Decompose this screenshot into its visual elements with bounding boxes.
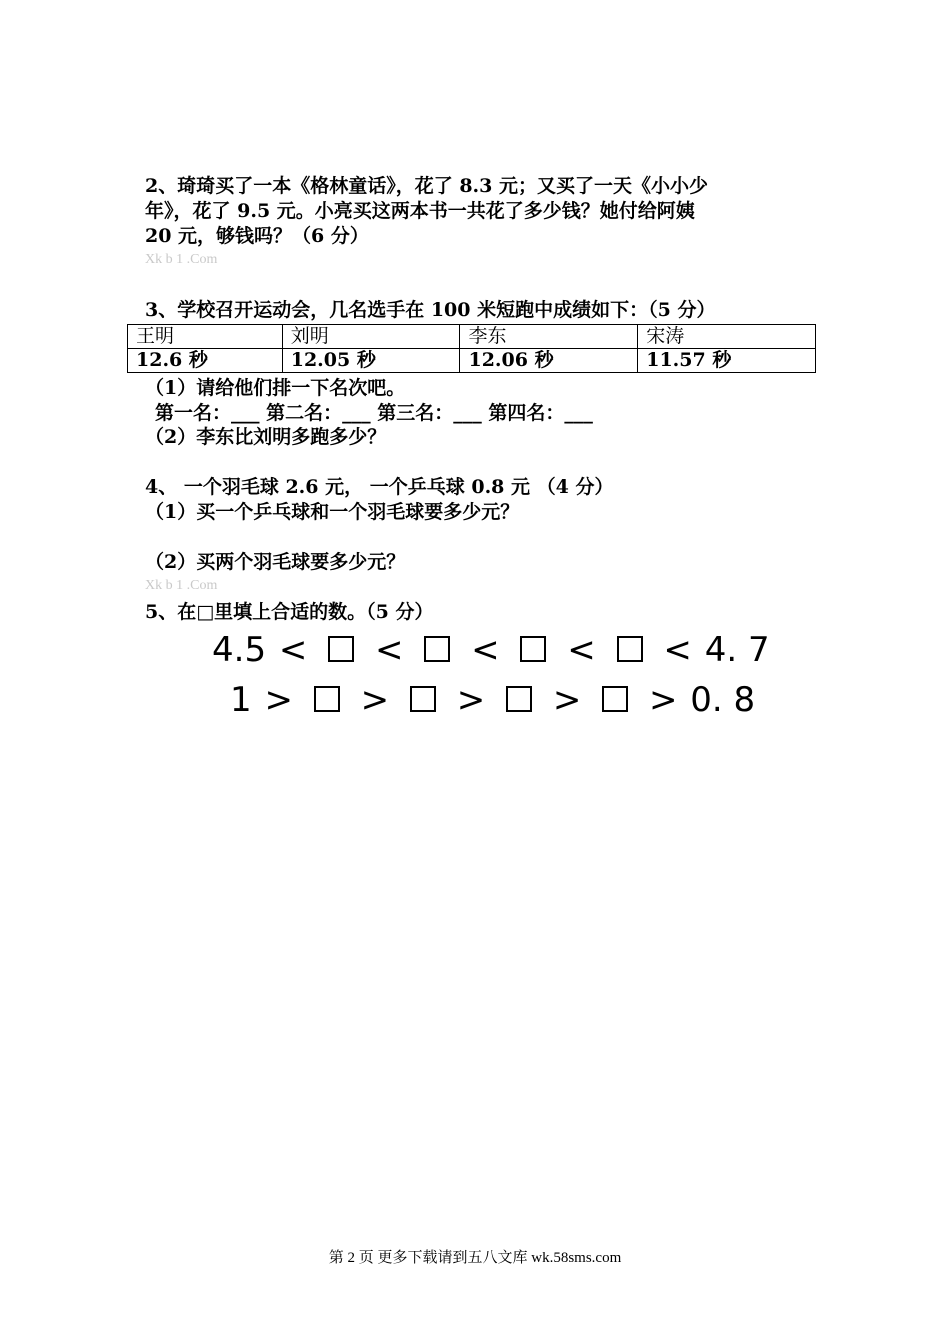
greater-than-sign: >: [456, 680, 486, 720]
less-than-sign: <: [375, 630, 404, 670]
name-cell: 刘明: [282, 325, 460, 349]
greater-than-sign: >: [264, 680, 293, 720]
ineq-left-value: 1: [230, 680, 252, 720]
q5-title: 5、在□里填上合适的数。（5 分）: [145, 601, 434, 623]
greater-than-sign: >: [648, 680, 678, 720]
ineq-left-value: 4.5: [212, 630, 267, 670]
q3-ranks: 第一名：___ 第二名：___ 第三名：___ 第四名：___: [155, 402, 593, 424]
time-cell: 12.05 秒: [282, 349, 460, 373]
time-cell: 12.6 秒: [128, 349, 283, 373]
time-cell: 12.06 秒: [460, 349, 638, 373]
name-cell: 王明: [128, 325, 283, 349]
greater-than-sign: >: [552, 680, 582, 720]
less-than-sign: <: [567, 630, 596, 670]
q2-line-3: 20 元，够钱吗？（6 分）: [145, 225, 369, 247]
table-row-times: [128, 349, 816, 373]
name-cell: 李东: [460, 325, 638, 349]
scores-table: [127, 324, 816, 373]
answer-box[interactable]: [314, 686, 340, 712]
table-row-names: [128, 325, 816, 349]
q3-sub1: （1）请给他们排一下名次吧。: [145, 377, 406, 399]
less-than-sign: <: [471, 630, 500, 670]
answer-box[interactable]: [328, 636, 354, 662]
answer-box[interactable]: [410, 686, 436, 712]
less-than-sign: <: [278, 630, 308, 670]
page-footer: 第 2 页 更多下载请到五八文库 wk.58sms.com: [328, 1250, 622, 1266]
greater-than-sign: >: [360, 680, 390, 720]
q2-line-2: 年》，花了 9.5 元。小亮买这两本书一共花了多少钱？她付给阿姨: [145, 200, 695, 222]
q4-title: 4、 一个羽毛球 2.6 元， 一个乒乓球 0.8 元 （4 分）: [145, 476, 614, 498]
q4-sub1: （1）买一个乒乓球和一个羽毛球要多少元？: [145, 501, 520, 523]
less-than-sign: <: [663, 630, 692, 670]
inequality-row-1: [212, 630, 770, 670]
q3-sub2: （2）李东比刘明多跑多少？: [145, 426, 387, 448]
answer-box[interactable]: [617, 636, 643, 662]
answer-box[interactable]: [520, 636, 546, 662]
q4-sub2: （2）买两个羽毛球要多少元？: [145, 551, 406, 573]
watermark: Xk b 1 .Com: [145, 578, 218, 593]
answer-box[interactable]: [506, 686, 532, 712]
q2-line-1: 2、琦琦买了一本《格林童话》，花了 8.3 元；又买了一天《小小少: [145, 175, 709, 197]
name-cell: 宋涛: [638, 325, 816, 349]
answer-box[interactable]: [602, 686, 628, 712]
inequality-row-2: [230, 680, 755, 720]
ineq-right-value: 0. 8: [690, 680, 756, 720]
time-cell: 11.57 秒: [638, 349, 816, 373]
ineq-right-value: 4. 7: [704, 630, 770, 670]
q3-title: 3、学校召开运动会，几名选手在 100 米短跑中成绩如下：（5 分）: [145, 299, 716, 321]
watermark: Xk b 1 .Com: [145, 252, 218, 267]
answer-box[interactable]: [424, 636, 450, 662]
